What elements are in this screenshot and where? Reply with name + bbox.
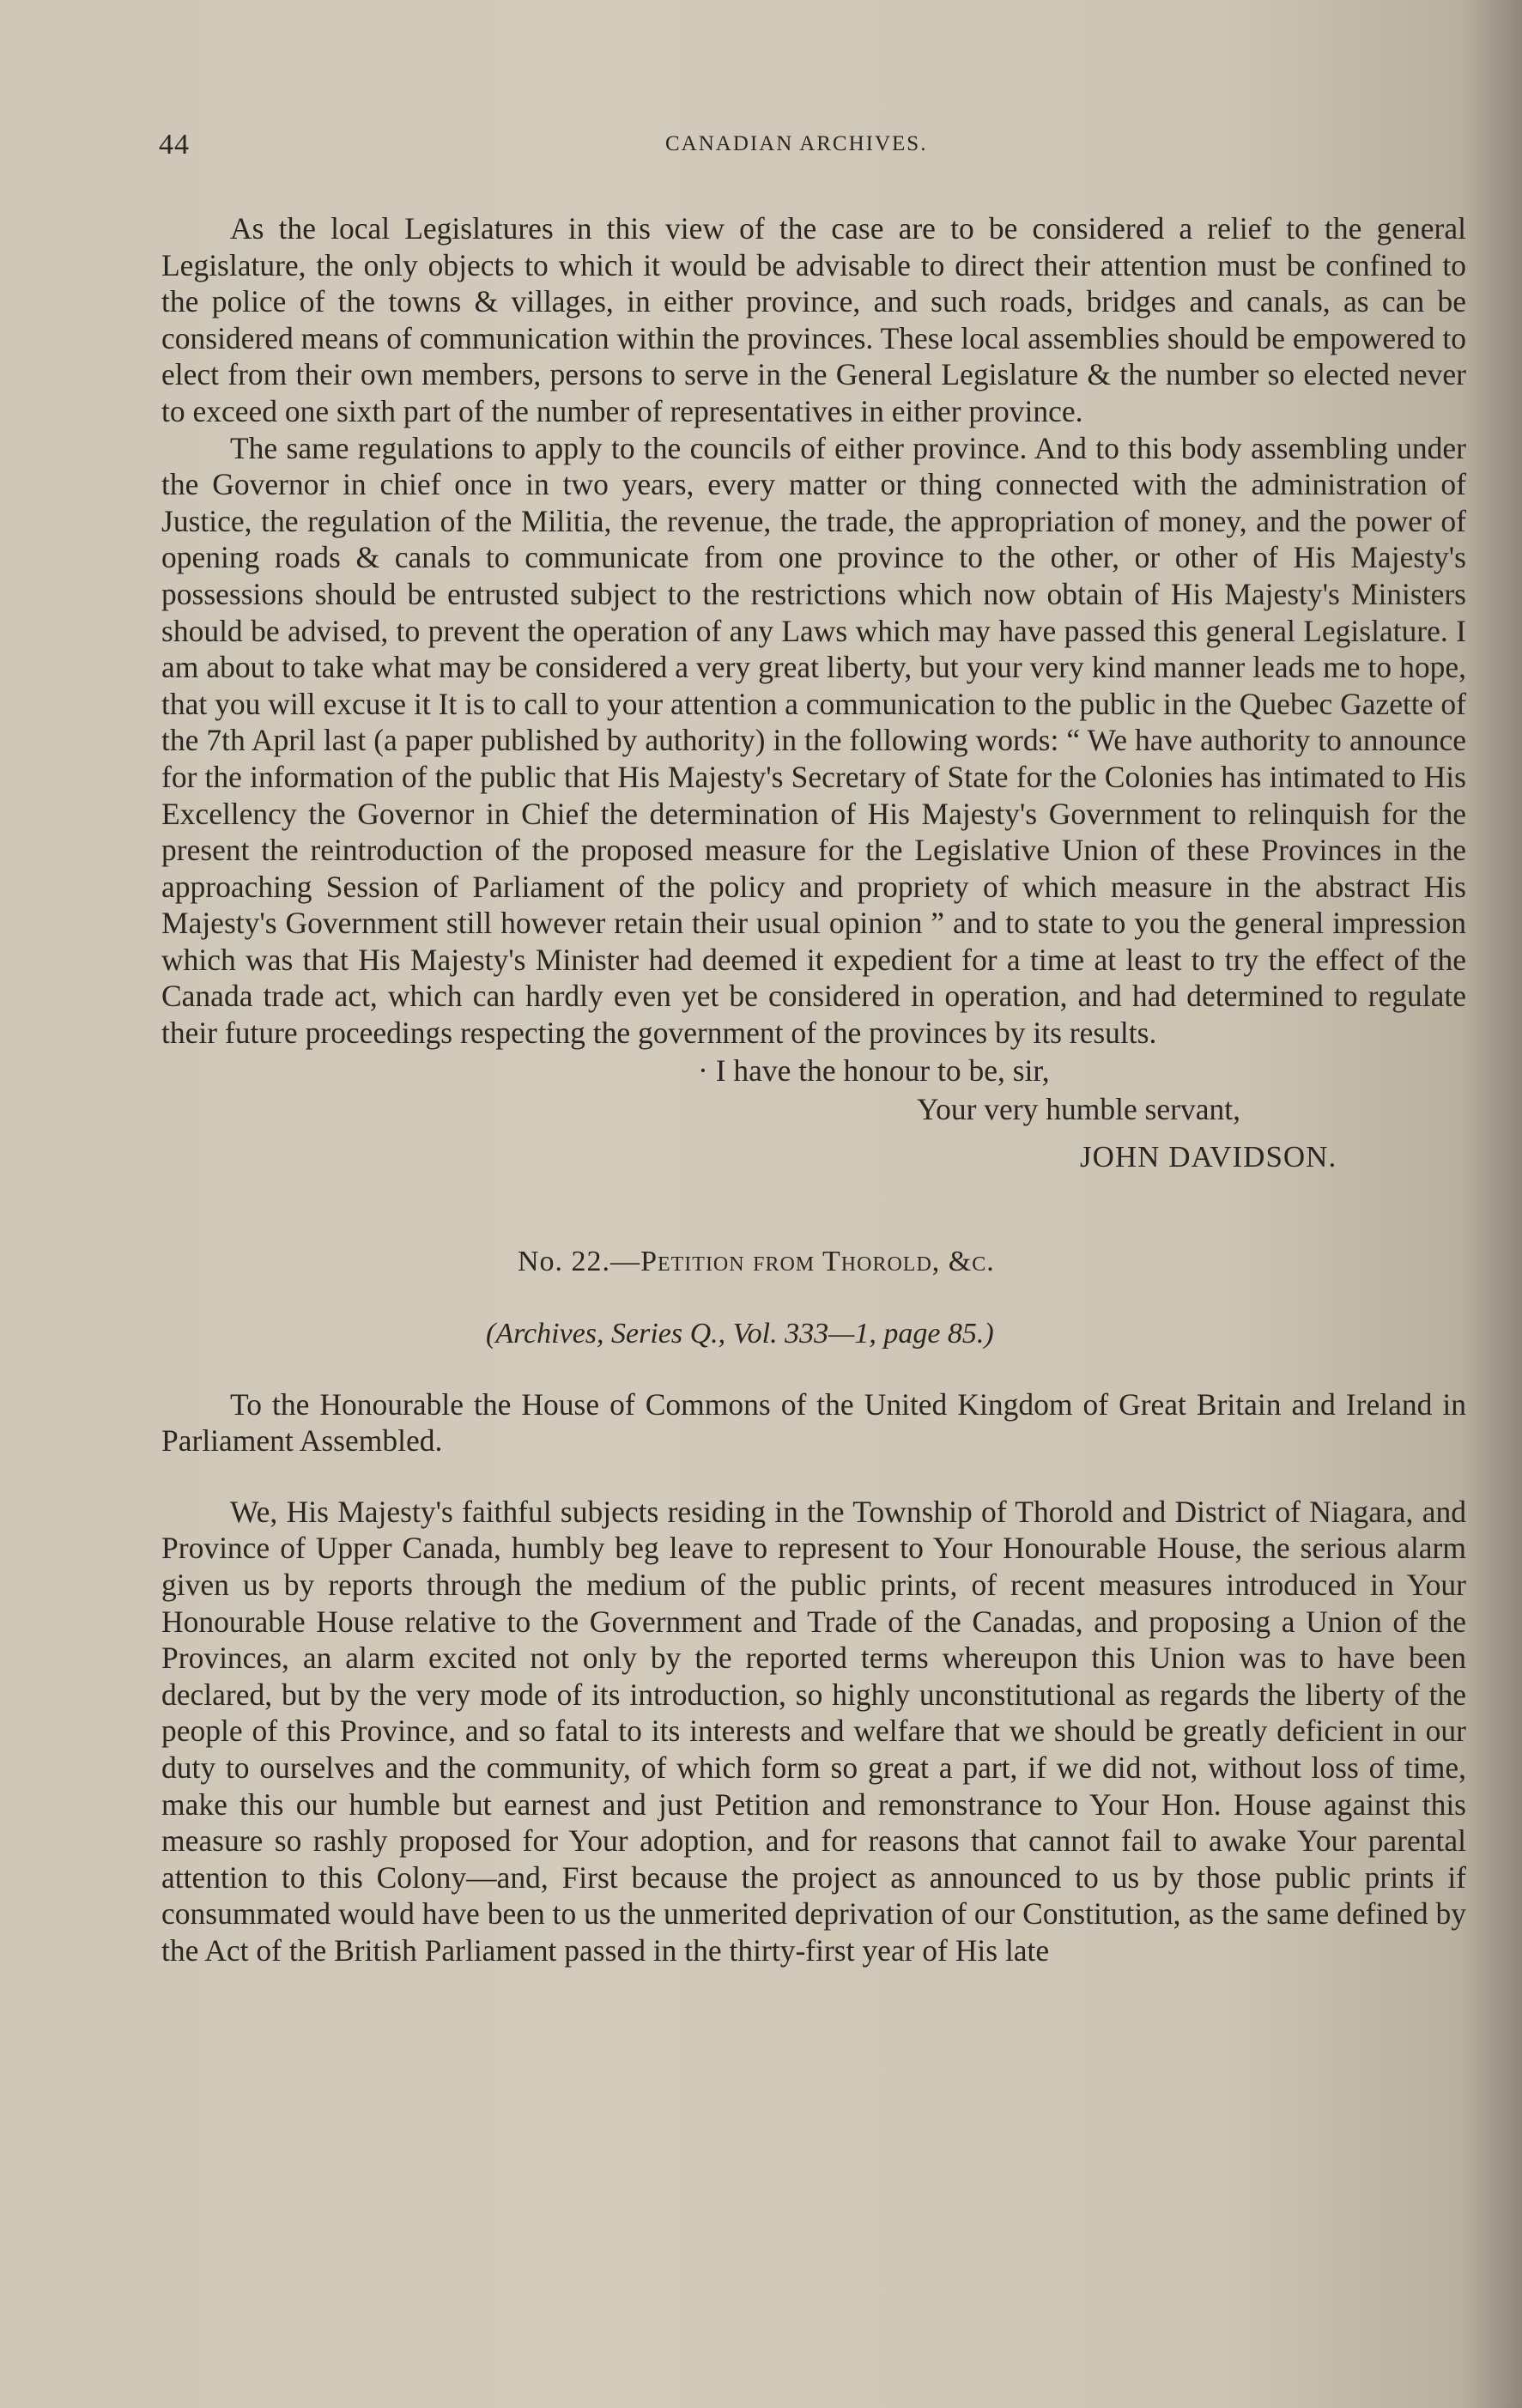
document-title-text: Petition from Thorold, &c. [640, 1245, 995, 1277]
page-number: 44 [159, 129, 190, 161]
running-head: CANADIAN ARCHIVES. [665, 132, 928, 155]
document-title [161, 1240, 1466, 1283]
letter-closing-line-2: Your very humble servant, [917, 1091, 1240, 1126]
petition-address: To the Honourable the House of Commons of the United Kingdom of Great Britain and Ireland in Parliament Assembled. [161, 1386, 1466, 1459]
letter-paragraph-2: The same regulations to apply to the councils of either province. And to this body assembling under the Governor in chief once in two years, every matter or thing connected with the administration of Justice, the regulation of the Militia, the revenue, the trade, the appropriation of money, and the power of opening roads & canals to communicate from one province to the other, or other of His Majesty's possessions should be entrusted subject to the restrictions which now obtain of His Majesty's Ministers should be advised, to prevent the operation of any Laws which may have passed this general Legislature. I am about to take what may be considered a very great liberty, but your very kind manner leads me to hope, that you will excuse it It is to call to your attention a communication to the public in the Quebec Gazette of the 7th April last (a paper published by authority) in the following words: “ We have authority to announce for the information of the public that His Majesty's Secretary of State for the Colonies has intimated to His Excellency the Governor in Chief the determination of His Majesty's Government to relinquish for the present the reintroduction of the proposed measure for the Legislative Union of these Provinces in the approaching Session of Parliament of the policy and propriety of which measure in the abstract His Majesty's Government still however retain their usual opinion ” and to state to you the general impression which was that His Majesty's Minister had deemed it expedient for a time at least to try the effect of the Canada trade act, which can hardly even yet be considered in operation, and had determined to regulate their future proceedings respecting the government of the provinces by its results. [161, 430, 1466, 1051]
archive-source-reference: (Archives, Series Q., Vol. 333—1, page 85.) [486, 1317, 994, 1350]
letter-closing-line-1: · I have the honour to be, sir, [698, 1052, 1050, 1088]
document-title-number: No. 22.— [518, 1245, 641, 1277]
page-header [159, 129, 1464, 172]
petition-text: We, His Majesty's faithful subjects residing in the Township of Thorold and District of Niagara, and Province of Upper Canada, humbly beg leave to represent to Your Honourable House, the serious alarm given us by reports through the medium of the public prints, of recent measures introduced in Your Honourable House relative to the Government and Trade of the Canadas, and proposing a Union of the Provinces, an alarm excited not only by the reported terms whereupon this Union was to have been declared, but by the very mode of its introduction, so highly unconstitutional as regards the liberty of the people of this Province, and so fatal to its interests and welfare that we should be greatly deficient in our duty to ourselves and the community, of which form so great a part, if we did not, without loss of time, make this our humble but earnest and just Petition and remonstrance to Your Hon. House against this measure so rashly proposed for Your adoption, and for reasons that cannot fail to awake Your parental attention to this Colony—and, First because the project as announced to us by those public prints if consummated would have been to us the unmerited deprivation of our Constitution, as the same defined by the Act of the British Parliament passed in the thirty-first year of His late [161, 1494, 1466, 1968]
page-body [161, 210, 1466, 1969]
letter-paragraph-1: As the local Legislatures in this view of the case are to be considered a relief to the general Legislature, the only objects to which it would be advisable to direct their attention must be confined to the police of the towns & villages, in either province, and such roads, bridges and canals, as can be considered means of communication within the provinces. These local assemblies should be empowered to elect from their own members, persons to serve in the General Legislature & the number so elected never to exceed one sixth part of the number of representatives in either province. [161, 211, 1466, 428]
letter-signature: JOHN DAVIDSON. [1080, 1139, 1337, 1174]
